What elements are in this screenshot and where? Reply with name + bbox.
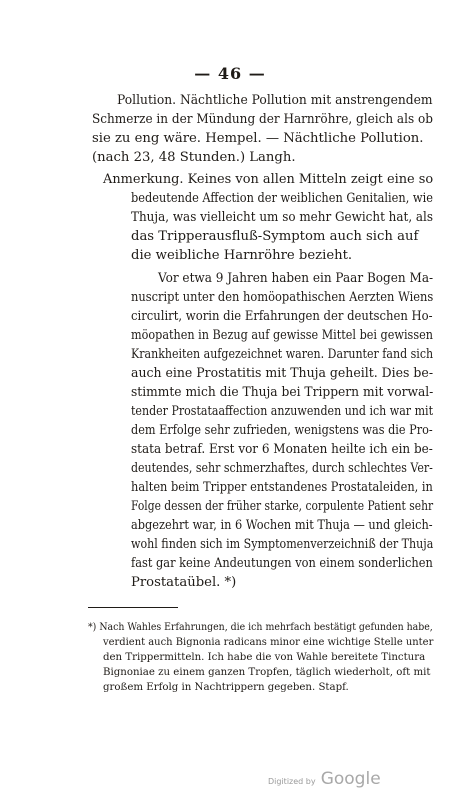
text-line: Folge dessen der früher starke, corpulente Patient sehr [131, 499, 434, 514]
google-logo: Google [320, 769, 381, 789]
text-line: möopathen in Bezug auf gewisse Mittel bei gewissen [131, 328, 433, 343]
watermark-prefix: Digitized by [268, 777, 316, 786]
text-line: Thuja, was vielleicht um so mehr Gewicht hat, als [131, 210, 434, 225]
text-line: halten beim Tripper entstandenes Prostataleiden, in [131, 480, 433, 495]
text-line: circulirt, worin die Erfahrungen der deutschen Ho- [131, 309, 433, 324]
digitized-by-google-watermark [268, 769, 381, 789]
footnote-line: *) Nach Wahles Erfahrungen, die ich mehrfach bestätigt gefunden habe, [88, 622, 433, 633]
text-line: (nach 23, 48 Stunden.) Langh. [92, 150, 296, 165]
text-line: Pollution. Nächtliche Pollution mit anstrengendem [117, 93, 433, 108]
text-line: deutendes, sehr schmerzhaftes, durch schlechtes Ver- [131, 461, 433, 476]
text-line: tender Prostataaffection anzuwenden und ich war mit [131, 404, 434, 419]
footnote-line: Bignoniae zu einem ganzen Tropfen, täglich wiederholt, oft mit [103, 667, 431, 678]
footnote-divider [88, 607, 178, 608]
text-line: stata betraf. Erst vor 6 Monaten heilte ich ein be- [131, 442, 433, 457]
page-number: — 46 — [194, 64, 266, 83]
text-line: dem Erfolge sehr zufrieden, wenigstens was die Pro- [131, 423, 433, 438]
text-line: fast gar keine Andeutungen von einem sonderlichen [131, 556, 433, 571]
text-line: stimmte mich die Thuja bei Trippern mit vorwal- [131, 385, 434, 400]
footnote-line: den Trippermitteln. Ich habe die von Wahle bereitete Tinctura [103, 652, 426, 663]
footnote-line: verdient auch Bignonia radicans minor eine wichtige Stelle unter [103, 637, 434, 648]
text-line: Prostataübel. *) [131, 575, 237, 590]
text-line: die weibliche Harnröhre bezieht. [131, 248, 353, 263]
text-line: wohl finden sich im Symptomenverzeichniß der Thuja [131, 537, 434, 552]
text-line: Vor etwa 9 Jahren haben ein Paar Bogen Ma- [158, 271, 434, 286]
footnote-line: großem Erfolg in Nachtrippern gegeben. Stapf. [103, 682, 349, 693]
text-line: Schmerze in der Mündung der Harnröhre, gleich als ob [92, 112, 433, 127]
text-line: auch eine Prostatitis mit Thuja geheilt. Dies be- [131, 366, 434, 381]
text-line: sie zu eng wäre. Hempel. — Nächtliche Pollution. [92, 131, 424, 146]
text-line: bedeutende Affection der weiblichen Genitalien, wie [131, 191, 433, 206]
text-line: nuscript unter den homöopathischen Aerzten Wiens [131, 290, 434, 305]
text-line: Krankheiten aufgezeichnet waren. Darunter fand sich [131, 347, 434, 362]
text-line: das Tripperausfluß-Symptom auch sich auf [131, 229, 419, 244]
text-line: abgezehrt war, in 6 Wochen mit Thuja — und gleich- [131, 518, 433, 533]
text-line: Anmerkung. Keines von allen Mitteln zeigt eine so [103, 172, 434, 187]
